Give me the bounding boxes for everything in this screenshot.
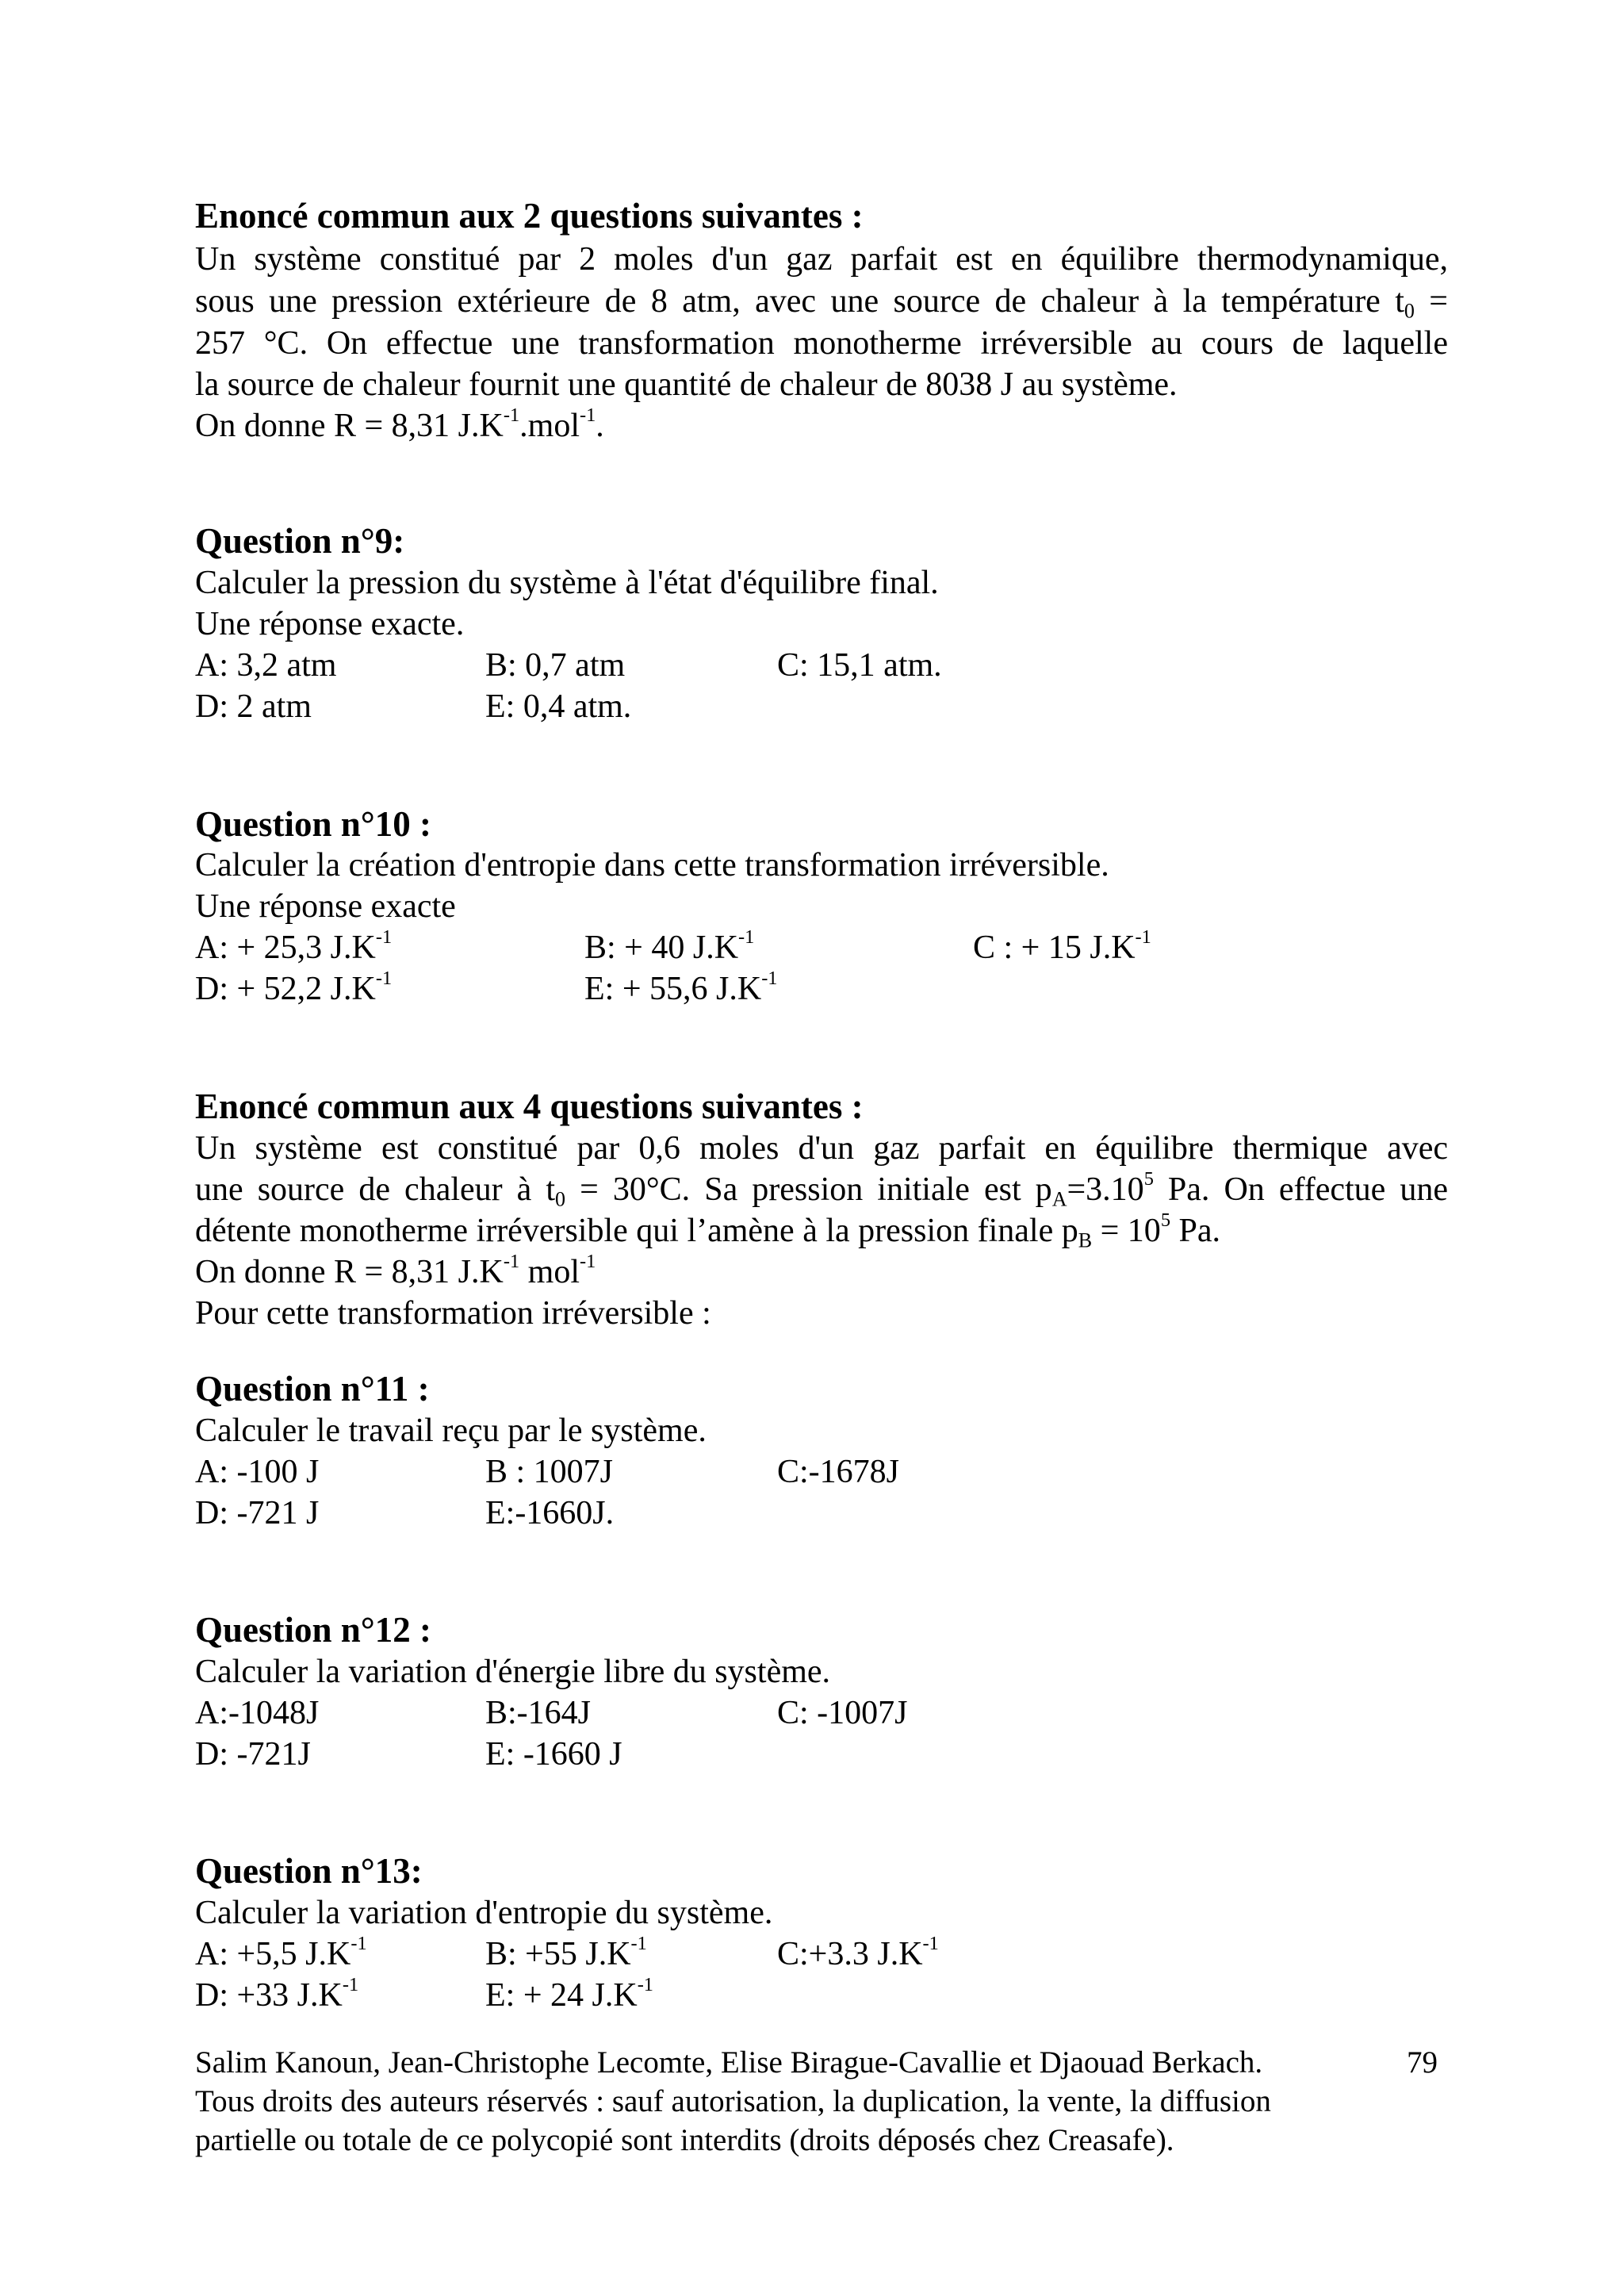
question-9-option-a: A: 3,2 atm [195,647,337,684]
section-1-line-2: sous une pression extérieure de 8 atm, avec une source de chaleur à la température $t_0$ = [195,283,1448,323]
question-12-option-c: C: -1007J [777,1695,908,1731]
section-2-line-2: une source de chaleur à $t_0 = 30^\circ C$. Sa pression initiale est $p_A=3.10^5$ Pa. On effectue une [195,1168,1448,1211]
section-1-line-3: 257 °C. On effectue une transformation monotherme irréversible au cours de laquelle [195,325,1448,362]
question-12-title: Question n°12 : [195,1610,432,1650]
question-11-option-a: A: -100 J [195,1454,320,1490]
question-10-option-b: B: + 40 $J.K^{-1}$ [584,926,755,966]
question-11-option-e: E:-1660J. [485,1495,615,1531]
question-12-option-b: B:-164J [485,1695,592,1731]
footer-authors: Salim Kanoun, Jean-Christophe Lecomte, Elise Birague-Cavallie et Djaouad Berkach. [195,2045,1263,2079]
question-9-option-c: C: 15,1 atm. [777,647,942,684]
question-10-instruction: Une réponse exacte [195,888,456,925]
question-9-option-d: D: 2 atm [195,688,312,725]
question-12-option-d: D: -721J [195,1736,311,1773]
question-13-option-a: A: +5,5 $J.K^{-1}$ [195,1933,367,1972]
section-1-line-5: On donne R = 8,31 $J.K^{-1}.mol^{-1}$. [195,404,604,444]
question-9-title: Question n°9: [195,521,405,561]
question-9-text: Calculer la pression du système à l'état d'équilibre final. [195,565,939,601]
question-11-option-c: C:-1678J [777,1454,900,1490]
section-2-title: Enoncé commun aux 4 questions suivantes : [195,1087,864,1126]
question-10-option-a: A: + 25,3 $J.K^{-1}$ [195,926,393,966]
section-2-line-3: détente monotherme irréversible qui l’amène à la pression finale $p_B = 10^5$ Pa. [195,1209,1220,1252]
footer-rights-line-1: Tous droits des auteurs réservés : sauf autorisation, la duplication, la vente, la diffusion [195,2084,1271,2118]
question-13-text: Calculer la variation d'entropie du système. [195,1895,773,1931]
section-1-title: Enoncé commun aux 2 questions suivantes : [195,196,864,236]
question-10-option-e: E: + 55,6 $J.K^{-1}$ [584,968,778,1007]
question-13-option-c: C:+3.3 $J.K^{-1}$ [777,1933,939,1972]
page-number: 79 [1407,2045,1438,2079]
question-12-text: Calculer la variation d'énergie libre du système. [195,1654,831,1690]
question-13-option-e: E: + 24 $J.K^{-1}$ [485,1974,653,2014]
question-11-option-b: B : 1007J [485,1454,614,1490]
question-13-option-d: D: +33 $J.K^{-1}$ [195,1974,359,2014]
section-2-line-4: On donne R = 8,31 $J.K^{-1}$ mol$^{-1}$ [195,1251,596,1290]
question-10-option-c: C : + 15 $J.K^{-1}$ [973,926,1151,966]
question-12-option-a: A:-1048J [195,1695,320,1731]
question-13-title: Question n°13: [195,1851,423,1891]
question-9-option-e: E: 0,4 atm. [485,688,632,725]
question-13-option-b: B: +55 $J.K^{-1}$ [485,1933,647,1972]
question-10-title: Question n°10 : [195,804,432,844]
question-12-option-e: E: -1660 J [485,1736,622,1773]
question-11-title: Question n°11 : [195,1369,430,1409]
footer-rights-line-2: partielle ou totale de ce polycopié sont interdits (droits déposés chez Creasafe). [195,2123,1174,2157]
question-11-option-d: D: -721 J [195,1495,320,1531]
section-2-line-5: Pour cette transformation irréversible : [195,1295,711,1332]
question-10-text: Calculer la création d'entropie dans cette transformation irréversible. [195,847,1109,884]
question-11-text: Calculer le travail reçu par le système. [195,1412,707,1449]
question-9-instruction: Une réponse exacte. [195,606,465,642]
section-1-line-1: Un système constitué par 2 moles d'un gaz parfait est en équilibre thermodynamique, [195,241,1448,278]
section-1-line-4: la source de chaleur fournit une quantité de chaleur de 8038 J au système. [195,366,1178,403]
question-10-option-d: D: + 52,2 $J.K^{-1}$ [195,968,393,1007]
question-9-option-b: B: 0,7 atm [485,647,626,684]
section-2-line-1: Un système est constitué par 0,6 moles d'un gaz parfait en équilibre thermique avec [195,1130,1448,1167]
